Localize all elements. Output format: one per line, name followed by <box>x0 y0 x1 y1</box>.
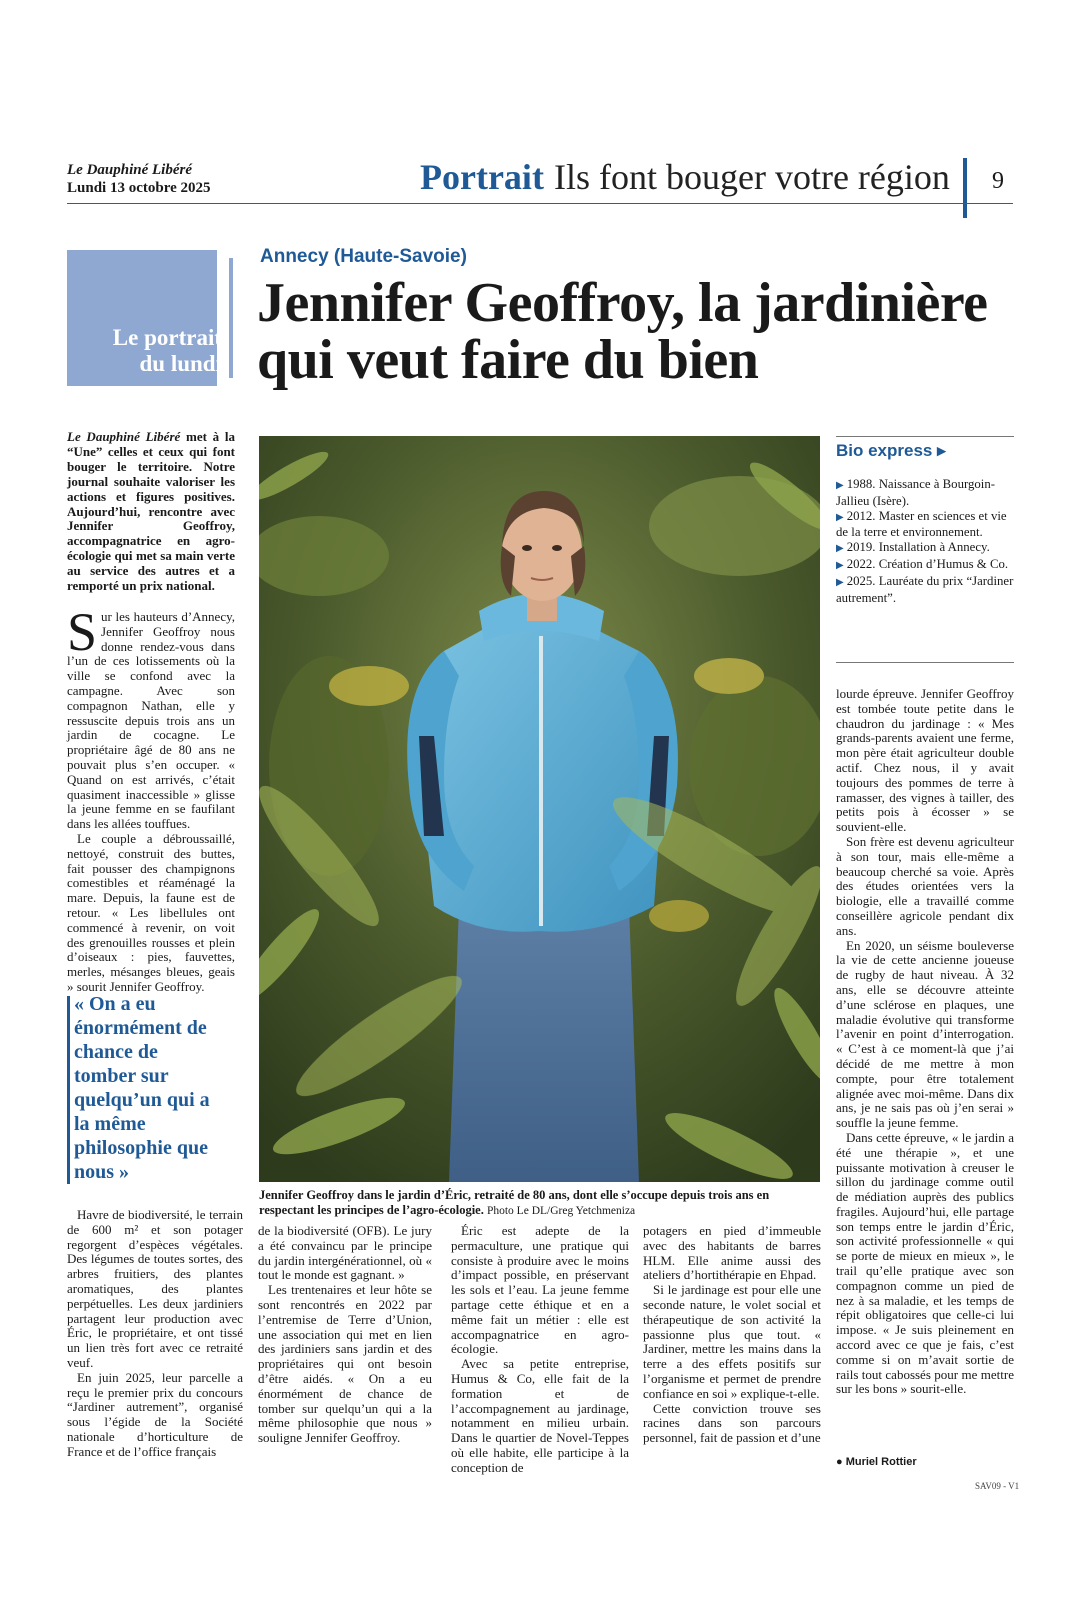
paragraph: Les trentenaires et leur hôte se sont rencontrés en 2022 par l’entremise de Terre d’Union, une association qui met en lien des jardiniers sans jardin et des propriétaires qui ont besoin d’être aidés. « On a eu énormément de chance de tomber sur quelqu’un qui a la même philosophie que nous » souligne Jennifer Geoffroy. <box>258 1282 432 1446</box>
photo-credit: Photo Le DL/Greg Yetchmeniza <box>486 1205 636 1217</box>
paragraph: Si le jardinage est pour elle une seconde nature, le volet social et thérapeutique de son activité la passionne plus que tout. « Jardiner, mettre les mains dans la terre a des effets positifs sur l’organisme et permet de prendre confiance en soi » explique-t-elle. <box>643 1282 821 1401</box>
triangle-bullet-icon: ▶ <box>836 559 844 571</box>
paragraph: de la biodiversité (OFB). Le jury a été convaincu par le principe du jardin intergénérationnel, où « tout le monde est gagnant. » <box>258 1223 432 1283</box>
kicker-bar <box>229 258 233 378</box>
author-byline: ● Muriel Rottier <box>836 1456 917 1468</box>
paragraph: Cette conviction trouve ses racines dans son parcours personnel, fait de passion et d’une <box>643 1400 821 1446</box>
pull-quote: « On a eu énormément de chance de tomber sur quelqu’un qui a la même philosophie que nous » <box>74 993 210 1183</box>
paragraph: En juin 2025, leur parcelle a reçu le premier prix du concours “Jardiner autrement”, organisé sous l’égide de la Société nationale d’horticulture de France et de l’office français <box>67 1369 243 1459</box>
bio-list <box>836 477 1014 605</box>
paragraph: Havre de biodiversité, le terrain de 600 m² et son potager regorgent d’espèces végétales. Des légumes de toutes sortes, des arbres fruitiers, des plantes aromatiques, des plantes perpétuelles. Les deux jardiniers partagent leur production avec Éric, le propriétaire, et ont tissé un lien très fort avec ce retraité veuf. <box>67 1207 243 1370</box>
article-headline <box>257 272 1027 391</box>
paragraph: lourde épreuve. Jennifer Geoffroy est tombée toute petite dans le chaudron du jardinage : « Mes grands-parents avaient une ferme, mon père était agriculteur double actif. Chez nous, il y avait toujours des pommes de terre à ramasser, des vignes à tailler, des petits pois à écosser » se souvient-elle. <box>836 686 1014 835</box>
bio-item: ▶ 1988. Naissance à Bourgoin-Jallieu (Isère). <box>836 477 996 508</box>
header-divider <box>963 158 967 218</box>
paragraph: Son frère est devenu agriculteur à son tour, mais elle-même a beaucoup cherché sa voie. Après des études orientées vers la biologie, elle a travaillé comme conseillère agricole pendant dix ans. <box>836 833 1014 938</box>
header-rule <box>67 203 1013 204</box>
article-intro <box>67 430 235 594</box>
bio-top-rule <box>836 436 1014 437</box>
triangle-bullet-icon: ▶ <box>836 576 844 588</box>
intro-paper-name: Le Dauphiné Libéré <box>67 429 181 444</box>
kicker-line-1: Le portrait <box>112 325 222 350</box>
photo-illustration <box>259 436 820 1182</box>
section-label: Portrait <box>420 157 544 197</box>
article-location: Annecy (Haute-Savoie) <box>260 246 467 267</box>
paragraph: Éric est adepte de la permaculture, une pratique qui consiste à produire avec le moins d’impact possible, en préservant les sols et l’eau. La jeune femme partage cette éthique et en a même fait un métier : elle est accompagnatrice en agro-écologie. <box>451 1223 629 1357</box>
column-4 <box>643 1224 821 1446</box>
bio-item: ▶ 2025. Lauréate du prix “Jardiner autrement”. <box>836 573 1014 605</box>
intro-text: met à la “Une” celles et ceux qui font bouger le territoire. Notre journal souhaite valoriser les actions et figures positives. Aujourd’hui, rencontre avec Jennifer Geoffroy, accompagnatrice en agro-écologie qui met sa main verte au service des autres et a remporté un prix national. <box>67 429 235 594</box>
triangle-bullet-icon: ▶ <box>836 480 844 491</box>
masthead-paper-name: Le Dauphiné Libéré <box>67 162 192 178</box>
paragraph: En 2020, un séisme bouleverse la vie de cette ancienne joueuse de rugby de haut niveau. À 32 ans, elle se découvre atteinte d’une sclérose en plaques, une maladie évolutive qui transforme l’avenir en point d’interrogation. « C’est à ce moment-là que j’ai décidé de me mettre à mon compte, pour être totalement alignée avec moi-même. Dans dix ans, je ne sais pas où j’en serai » souffle la jeune femme. <box>836 937 1014 1131</box>
paragraph: Avec sa petite entreprise, Humus & Co, elle fait de la formation et de l’accompagnement au jardinage, notamment en milieu urbain. Dans le quartier de Novel-Teppes où elle habite, elle participe à la conception de <box>451 1356 629 1475</box>
paragraph: Dans cette épreuve, « le jardin a été une thérapie », et une puissante motivation à creuser le sillon du jardinage comme outil de médiation auprès des publics fragiles. Aujourd’hui, elle partage son temps entre le jardin d’Éric, son activité professionnelle « qui se porte de mieux en mieux », le trail qu’elle pratique avec son compagnon comme un pied de nez à sa maladie, et les temps de répit obligatoires que celle-ci lui impose. « Je suis pleinement en accord avec ce que je fais, c’est comme si on m’avait sortie de rails tout cabossés pour me mettre sur les bons » sourit-elle. <box>836 1129 1014 1397</box>
section-title: Ils font bouger votre région <box>554 157 950 197</box>
photo-caption <box>259 1188 820 1219</box>
bio-item: ▶ 2019. Installation à Annecy. <box>836 540 990 555</box>
bio-item: ▶ 2012. Master en sciences et vie de la terre et environnement. <box>836 508 1007 540</box>
paragraph: Le couple a débroussaillé, nettoyé, construit des buttes, fait pousser des champignons comestibles et réaménagé la mare. Depuis, la faune est de retour. « Les libellules ont commencé à revenir, on voit des grenouilles rousses et plein d’oiseaux : pies, fauvettes, merles, mésanges bleues, geais » sourit Jennifer Geoffroy. <box>67 830 235 994</box>
kicker-label <box>67 325 222 377</box>
masthead-date: Lundi 13 octobre 2025 <box>67 180 211 196</box>
headline-line-2: qui veut faire du bien <box>257 329 759 391</box>
page-number: 9 <box>992 168 1004 194</box>
bio-item: ▶ 2022. Création d’Humus & Co. <box>836 556 1009 571</box>
triangle-bullet-icon: ▶ <box>836 511 844 523</box>
column-3 <box>451 1224 629 1476</box>
column-1-top <box>67 602 235 995</box>
headline-line-1: Jennifer Geoffroy, la jardinière <box>257 272 988 334</box>
kicker-line-2: du lundi <box>139 351 222 376</box>
caption-text: Jennifer Geoffroy dans le jardin d’Éric, retraité de 80 ans, dont elle s’occupe depuis trois ans en respectant les principes de l’agro-écologie. <box>259 1188 770 1217</box>
paragraph: ur les hauteurs d’Annecy, Jennifer Geoffroy nous donne rendez-vous dans l’un de ces lotissements où la ville se confond avec la campagne. Avec son compagnon Nathan, elle y ressuscite depuis trois ans un jardin de cocagne. Le propriétaire âgé de 80 ans ne pouvait plus s’en occuper. « Quand on est arrivés, c’était quasiment inaccessible » glisse la jeune femme en se faufilant dans les allées touffues. <box>67 609 235 832</box>
column-1-bottom <box>67 1208 243 1460</box>
pull-quote-bar <box>67 996 70 1184</box>
triangle-bullet-icon: ▶ <box>836 543 844 555</box>
drop-cap: S <box>67 602 98 662</box>
portrait-photo <box>259 436 820 1182</box>
bio-title: Bio express ▸ <box>836 441 946 460</box>
bio-bottom-rule <box>836 662 1014 663</box>
column-5 <box>836 687 1014 1397</box>
paragraph: potagers en pied d’immeuble avec des habitants de barres HLM. Elle anime aussi des ateliers d’hortithérapie en Ehpad. <box>643 1223 821 1283</box>
column-2 <box>258 1224 432 1446</box>
footer-code: SAV09 - V1 <box>975 1481 1020 1491</box>
